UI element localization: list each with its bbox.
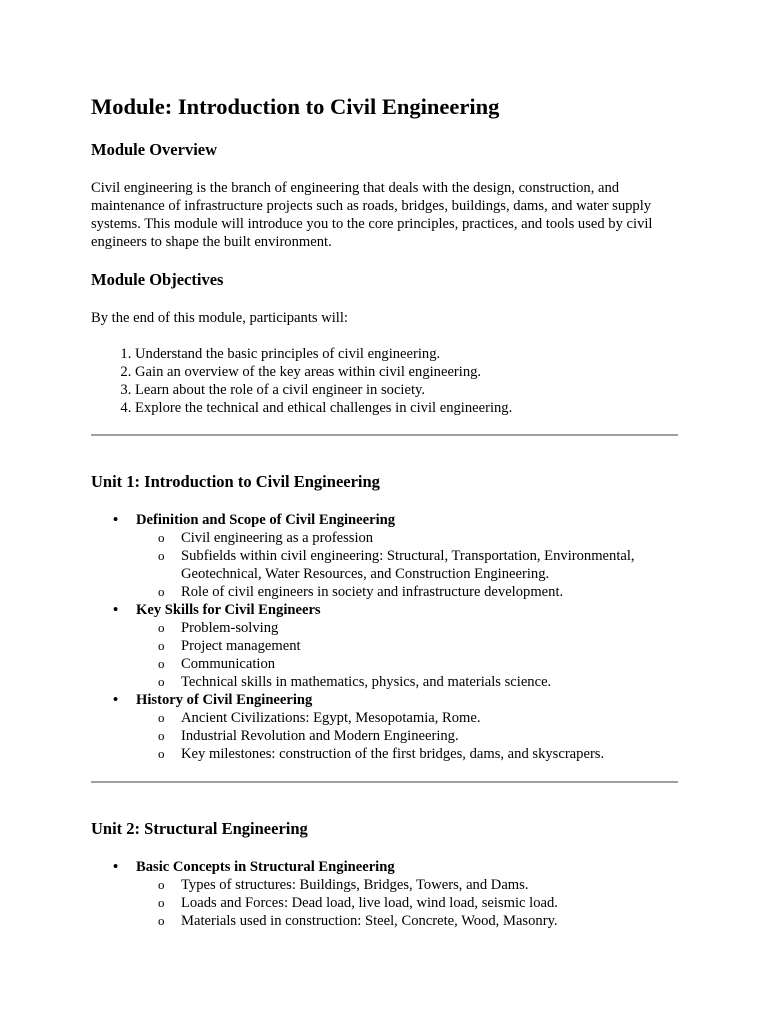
circle-bullet-icon: o — [158, 548, 165, 563]
subtopic-text: Key milestones: construction of the first bridges, dams, and skyscrapers. — [181, 746, 605, 762]
circle-bullet-icon: o — [158, 913, 165, 928]
unit2-heading: Unit 2: Structural Engineering — [91, 819, 308, 838]
overview-heading: Module Overview — [91, 140, 218, 159]
circle-bullet-icon: o — [158, 710, 165, 725]
bullet-icon: • — [113, 692, 119, 708]
circle-bullet-icon: o — [158, 656, 165, 671]
objective-item: 2. Gain an overview of the key areas within civil engineering. — [135, 363, 678, 381]
subtopic-list — [136, 709, 678, 763]
subtopic-item — [158, 745, 678, 763]
subtopic-item — [158, 727, 678, 745]
circle-bullet-icon: o — [158, 746, 165, 761]
subtopic-item — [158, 894, 678, 912]
subtopic-item — [158, 547, 678, 583]
objectives-heading: Module Objectives — [91, 270, 224, 289]
objective-item: 3. Learn about the role of a civil engineer in society. — [135, 381, 678, 399]
subtopic-text: Loads and Forces: Dead load, live load, wind load, seismic load. — [181, 895, 558, 911]
objectives-intro: By the end of this module, participants will: — [91, 310, 348, 326]
circle-bullet-icon: o — [158, 620, 165, 635]
subtopic-item — [158, 655, 678, 673]
circle-bullet-icon: o — [158, 530, 165, 545]
subtopic-item — [158, 912, 678, 930]
topic-title: History of Civil Engineering — [136, 692, 313, 708]
circle-bullet-icon: o — [158, 877, 165, 892]
subtopic-text: Project management — [181, 638, 301, 654]
unit1-heading: Unit 1: Introduction to Civil Engineering — [91, 472, 380, 491]
topic-title: Definition and Scope of Civil Engineering — [136, 512, 396, 528]
subtopic-text: Technical skills in mathematics, physics, and materials science. — [181, 674, 552, 690]
page-title: Module: Introduction to Civil Engineering — [91, 94, 500, 119]
subtopic-text: Problem-solving — [181, 620, 279, 636]
objective-item: 1. Understand the basic principles of civil engineering. — [135, 345, 678, 363]
objectives-list — [91, 345, 678, 417]
topic-item — [113, 601, 678, 691]
objective-item: 4. Explore the technical and ethical challenges in civil engineering. — [135, 399, 678, 417]
overview-paragraph: Civil engineering is the branch of engineering that deals with the design, construction, and maintenance of infrastructure projects such as roads, bridges, buildings, dams, and water supply systems. This module will introduce you to the core principles, practices, and tools used by civil engineers to shape the built environment. — [91, 180, 653, 250]
bullet-icon: • — [113, 859, 119, 875]
subtopic-item — [158, 876, 678, 894]
circle-bullet-icon: o — [158, 674, 165, 689]
document-content — [91, 93, 678, 930]
subtopic-item — [158, 529, 678, 547]
subtopic-text: Communication — [181, 656, 276, 672]
subtopic-text: Materials used in construction: Steel, Concrete, Wood, Masonry. — [181, 913, 558, 929]
topic-item — [113, 858, 678, 930]
subtopic-text: Types of structures: Buildings, Bridges, Towers, and Dams. — [181, 877, 529, 893]
unit2-topic-list — [91, 858, 678, 930]
subtopic-text: Industrial Revolution and Modern Engineering. — [181, 728, 459, 744]
topic-title: Key Skills for Civil Engineers — [136, 602, 321, 618]
subtopic-list — [136, 529, 678, 601]
subtopic-text: Civil engineering as a profession — [181, 530, 374, 546]
subtopic-text: Ancient Civilizations: Egypt, Mesopotamia, Rome. — [181, 710, 481, 726]
topic-item — [113, 511, 678, 601]
bullet-icon: • — [113, 602, 119, 618]
subtopic-item — [158, 619, 678, 637]
subtopic-text: Role of civil engineers in society and infrastructure development. — [181, 584, 564, 600]
topic-item — [113, 691, 678, 763]
circle-bullet-icon: o — [158, 895, 165, 910]
subtopic-item — [158, 709, 678, 727]
circle-bullet-icon: o — [158, 638, 165, 653]
circle-bullet-icon: o — [158, 728, 165, 743]
bullet-icon: • — [113, 512, 119, 528]
subtopic-item — [158, 673, 678, 691]
topic-title: Basic Concepts in Structural Engineering — [136, 859, 395, 875]
subtopic-list — [136, 619, 678, 691]
subtopic-text: Subfields within civil engineering: Structural, Transportation, Environmental, Geotechnical, Water Resources, and Construction Engineering. — [181, 548, 635, 582]
subtopic-item — [158, 583, 678, 601]
circle-bullet-icon: o — [158, 584, 165, 599]
unit1-topic-list — [91, 511, 678, 763]
subtopic-item — [158, 637, 678, 655]
subtopic-list — [136, 876, 678, 930]
